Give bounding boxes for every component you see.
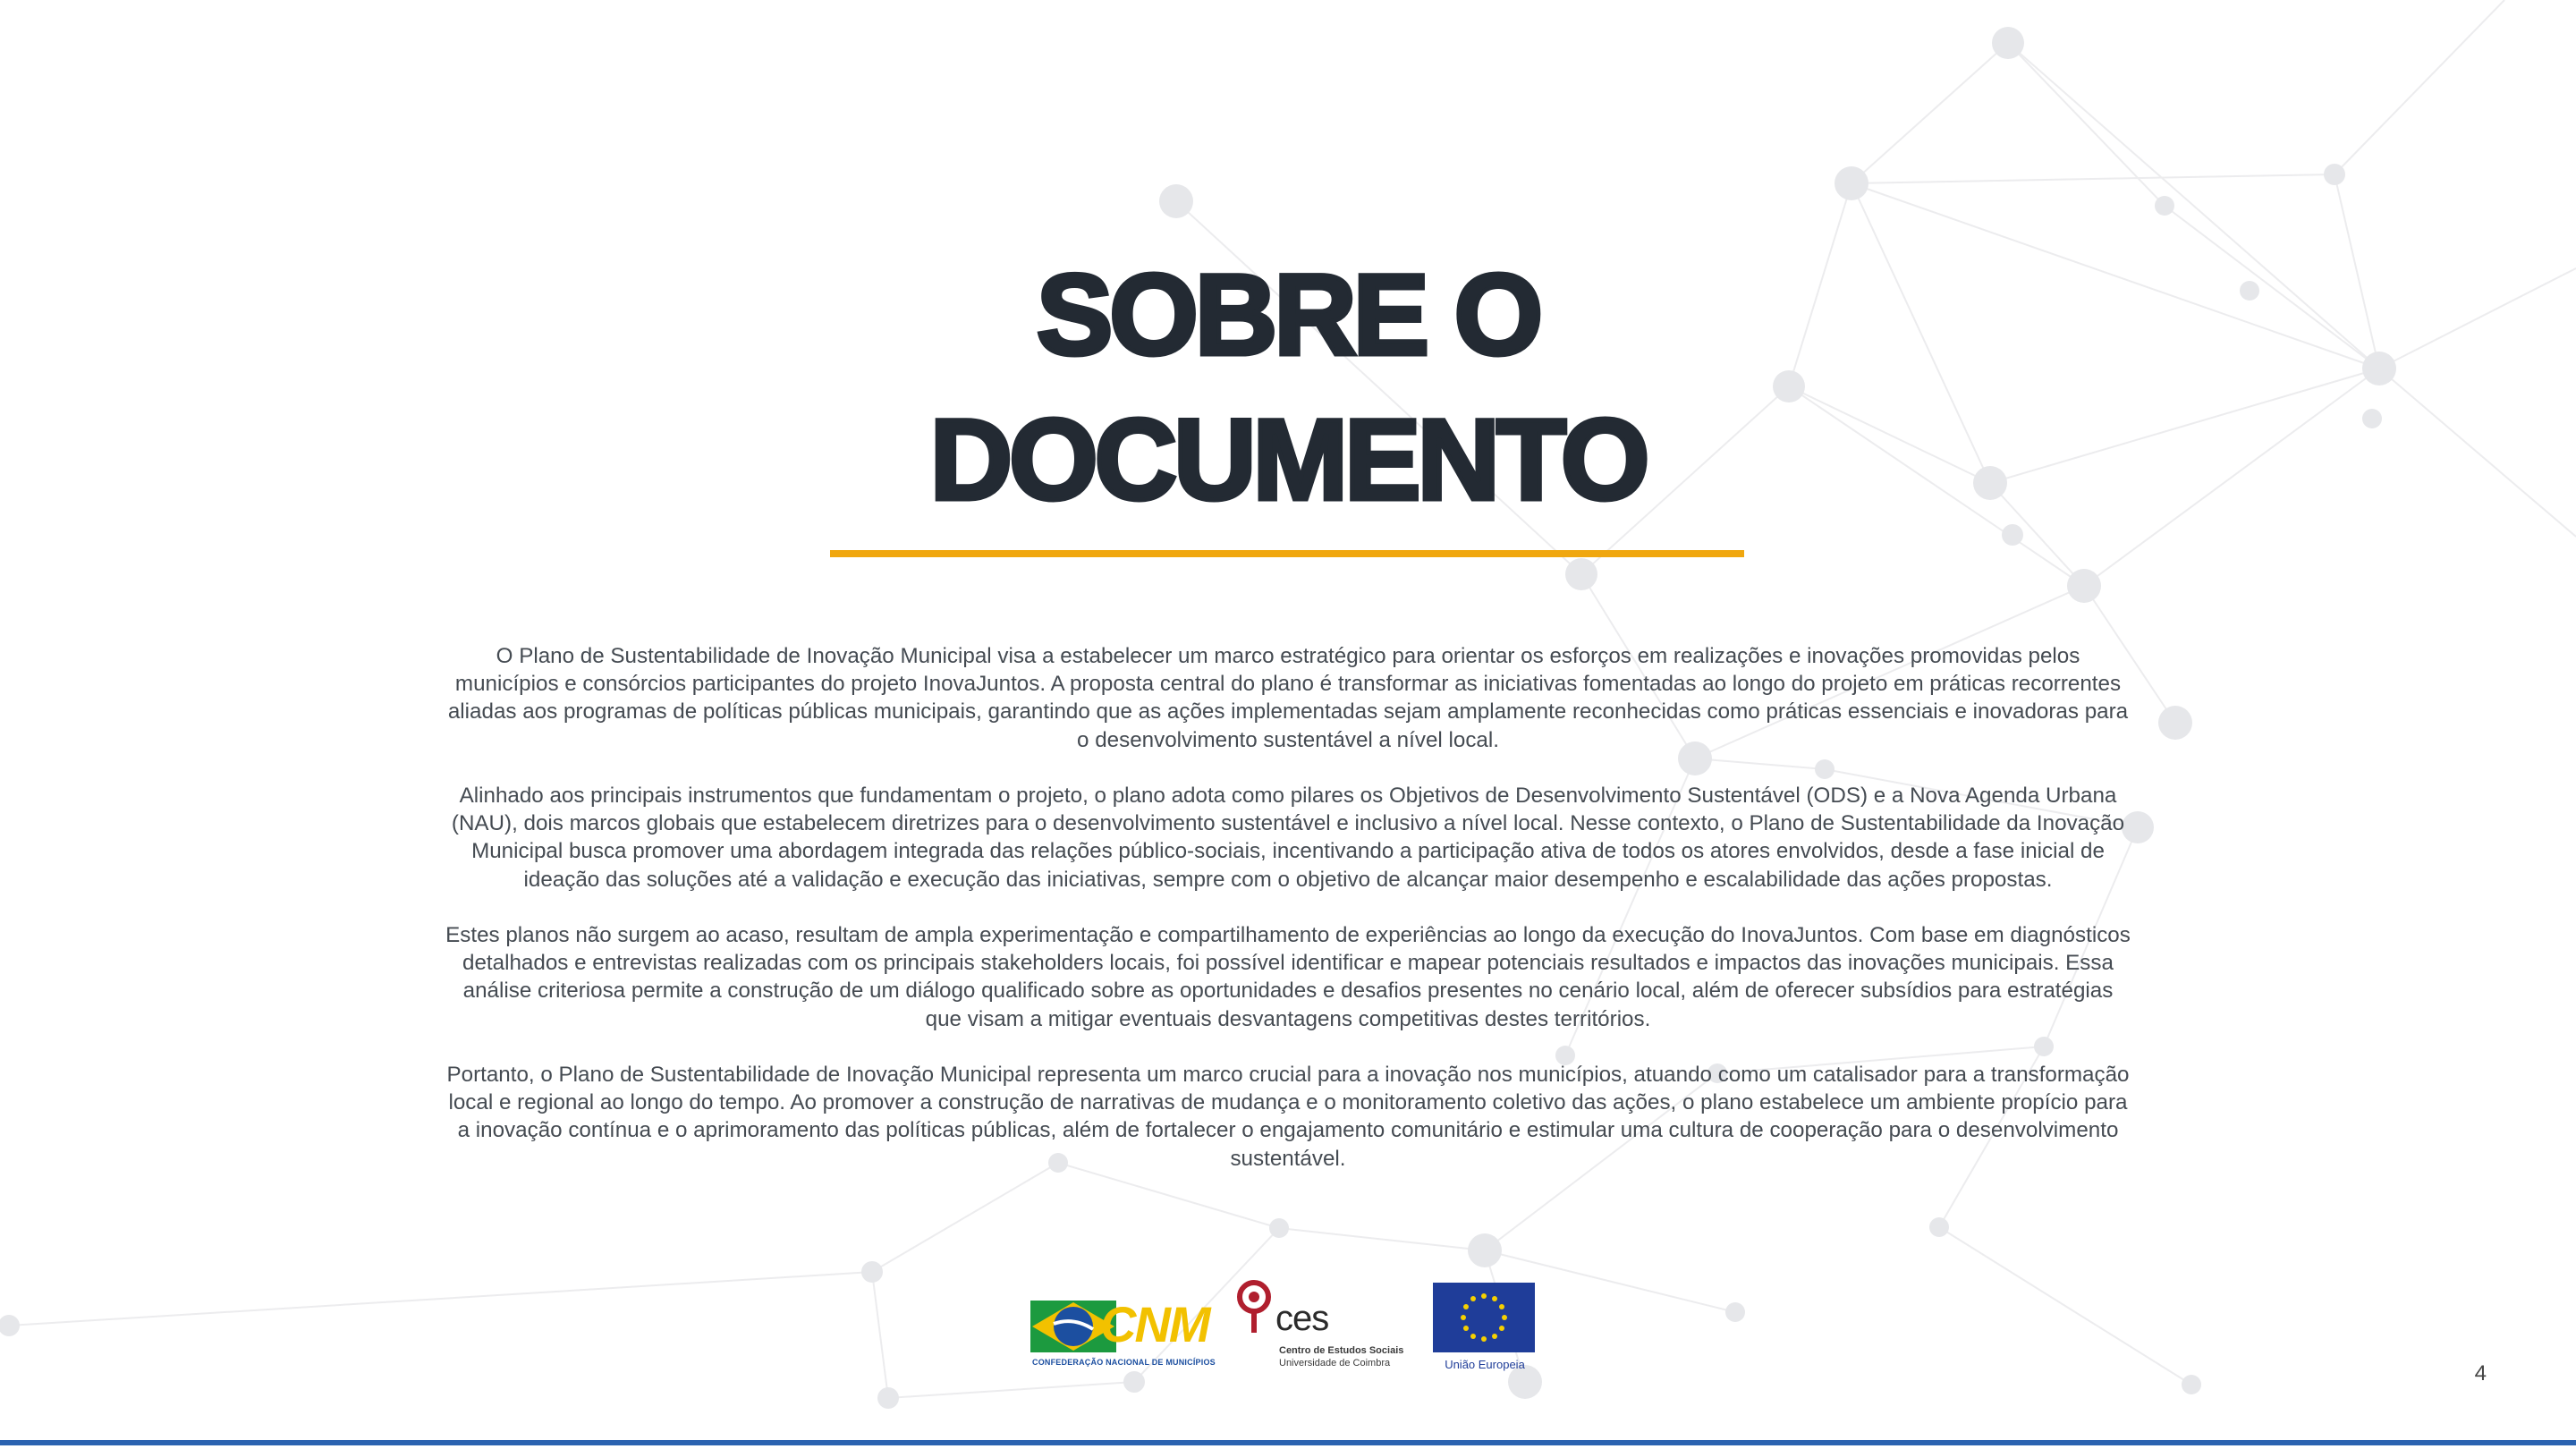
paragraph: Estes planos não surgem ao acaso, resultam de ampla experimentação e compartilhamento de experiências ao longo da execução do InovaJuntos. Com base em diagnósticos detalhados e entrevistas realizadas com os principais stakeholders locais, foi possível identificar e mapear potenciais resultados e impactos das inovações municipais. Essa análise criteriosa permite a construção de um diálogo qualificado sobre as oportunidades e desafios presentes no cenário local, além de oferecer subsídios para estratégias que visam a mitigar eventuais desvantagens competitivas destes territórios. xyxy=(445,923,2131,1031)
eu-flag xyxy=(1433,1283,1535,1352)
document-body xyxy=(443,642,2133,1200)
paragraph: Portanto, o Plano de Sustentabilidade de Inovação Municipal representa um marco crucial para a inovação nos municípios, atuando como um catalisador para a transformação local e regional ao longo do tempo. Ao promover a construção de narrativas de mudança e o monitoramento coletivo das ações, o plano estabelece um ambiente propício para a inovação contínua e o aprimoramento das políticas públicas, além de fortalecer o engajamento comunitário e estimular uma cultura de cooperação para o desenvolvimento sustentável. xyxy=(446,1063,2130,1171)
ces-wordmark: ces xyxy=(1275,1299,1329,1338)
cnm-caption: CONFEDERAÇÃO NACIONAL DE MUNICÍPIOS xyxy=(1032,1358,1216,1367)
ces-caption-line-1: Centro de Estudos Sociais xyxy=(1279,1345,1404,1356)
page-title-line-2: DOCUMENTO xyxy=(929,396,1647,524)
title-underline xyxy=(830,550,1744,557)
footer-bar xyxy=(0,1440,2576,1445)
paragraph: O Plano de Sustentabilidade de Inovação Municipal visa a estabelecer um marco estratégico para orientar os esforços em realizações e inovações promovidas pelos municípios e consórcios participantes do projeto InovaJuntos. A proposta central do plano é transformar as iniciativas fomentadas ao longo do projeto em práticas recorrentes aliadas aos programas de políticas públicas municipais, garantindo que as ações implementadas sejam amplamente reconhecidas como práticas essenciais e inovadoras para o desenvolvimento sustentável a nível local. xyxy=(447,644,2129,752)
ces-caption-line-2: Universidade de Coimbra xyxy=(1279,1358,1391,1368)
cnm-wordmark: CNM xyxy=(1100,1296,1209,1352)
paragraph: Alinhado aos principais instrumentos que fundamentam o projeto, o plano adota como pilares os Objetivos de Desenvolvimento Sustentável (ODS) e a Nova Agenda Urbana (NAU), dois marcos globais que estabelecem diretrizes para o desenvolvimento sustentável e inclusivo a nível local. Nesse contexto, o Plano de Sustentabilidade da Inovação Municipal busca promover uma abordagem integrada das relações público-sociais, incentivando a participação ativa de todos os atores envolvidos, desde a fase inicial de ideação das soluções até a validação e execução das iniciativas, sempre com o objetivo de alcançar maior desempenho e escalabilidade das ações propostas. xyxy=(451,784,2125,892)
ces-logo xyxy=(1236,1277,1404,1368)
page-title-line-1: SOBRE O xyxy=(1036,251,1540,379)
eu-caption: União Europeia xyxy=(1445,1358,1525,1371)
partner-logos xyxy=(0,1270,2576,1386)
page-number: 4 xyxy=(2474,1361,2487,1385)
cnm-logo xyxy=(1030,1290,1216,1368)
eu-flag-logo xyxy=(1431,1281,1538,1379)
